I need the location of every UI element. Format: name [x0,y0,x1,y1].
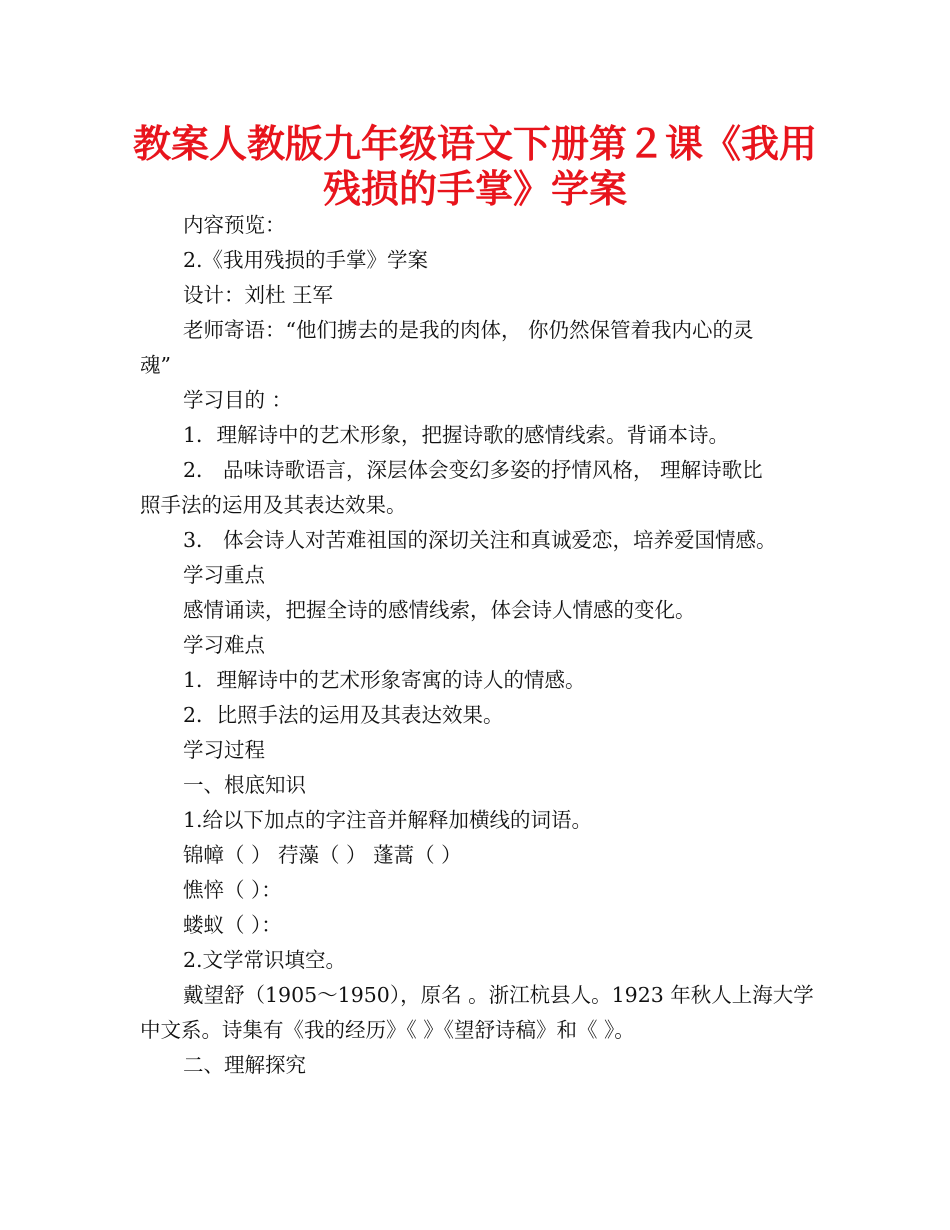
text-line: 锦幛（ ） 荇藻（ ） 蓬蒿（ ） [183,843,462,867]
text-line: 学习难点 [183,633,265,657]
document-title-line-2: 残损的手掌》学案 [322,167,627,211]
text-line: 学习目的 ： [183,388,293,412]
text-line: 二、理解探究 [183,1053,306,1077]
document-title-line-1: 教案人教版九年级语文下册第２课《我用 [132,122,817,166]
text-line: 学习重点 [183,563,265,587]
text-line: 2． 品味诗歌语言，深层体会变幻多姿的抒情风格， 理解诗歌比 [183,458,763,482]
text-line: 内容预览： [183,213,286,237]
text-line: 蝼蚁（ ）： [183,913,282,937]
text-line: 中文系。诗集有《我的经历》《 》《望舒诗稿》和《 》。 [140,1018,635,1042]
text-line: 1.给以下加点的字注音并解释加横线的词语。 [183,808,593,832]
text-line: 憔悴（ ）： [183,878,282,902]
text-line: 感情诵读，把握全诗的感情线索，体会诗人情感的变化。 [183,598,696,622]
text-line: 学习过程 [183,738,265,762]
text-line: 魂” [140,353,171,377]
text-line: 2.《我用残损的手掌》学案 [183,248,429,272]
text-line: 老师寄语：“他们掳去的是我的肉体， 你仍然保管着我内心的灵 [183,318,754,342]
text-line: 一、根底知识 [183,773,306,797]
text-line: 1．理解诗中的艺术形象寄寓的诗人的情感。 [183,668,586,692]
text-line: 1．理解诗中的艺术形象，把握诗歌的感情线索。背诵本诗。 [183,423,730,447]
text-line: 照手法的运用及其表达效果。 [140,493,407,517]
text-line: 2．比照手法的运用及其表达效果。 [183,703,504,727]
text-line: 设计：刘杜 王军 [183,283,334,307]
document-body [140,208,820,1083]
text-line: 2.文学常识填空。 [183,948,347,972]
text-line: 戴望舒（1905～1950），原名 。浙江杭县人。1923 年秋人上海大学 [183,983,814,1007]
text-line: 3． 体会诗人对苦难祖国的深切关注和真诚爱恋，培养爱国情感。 [183,528,777,552]
